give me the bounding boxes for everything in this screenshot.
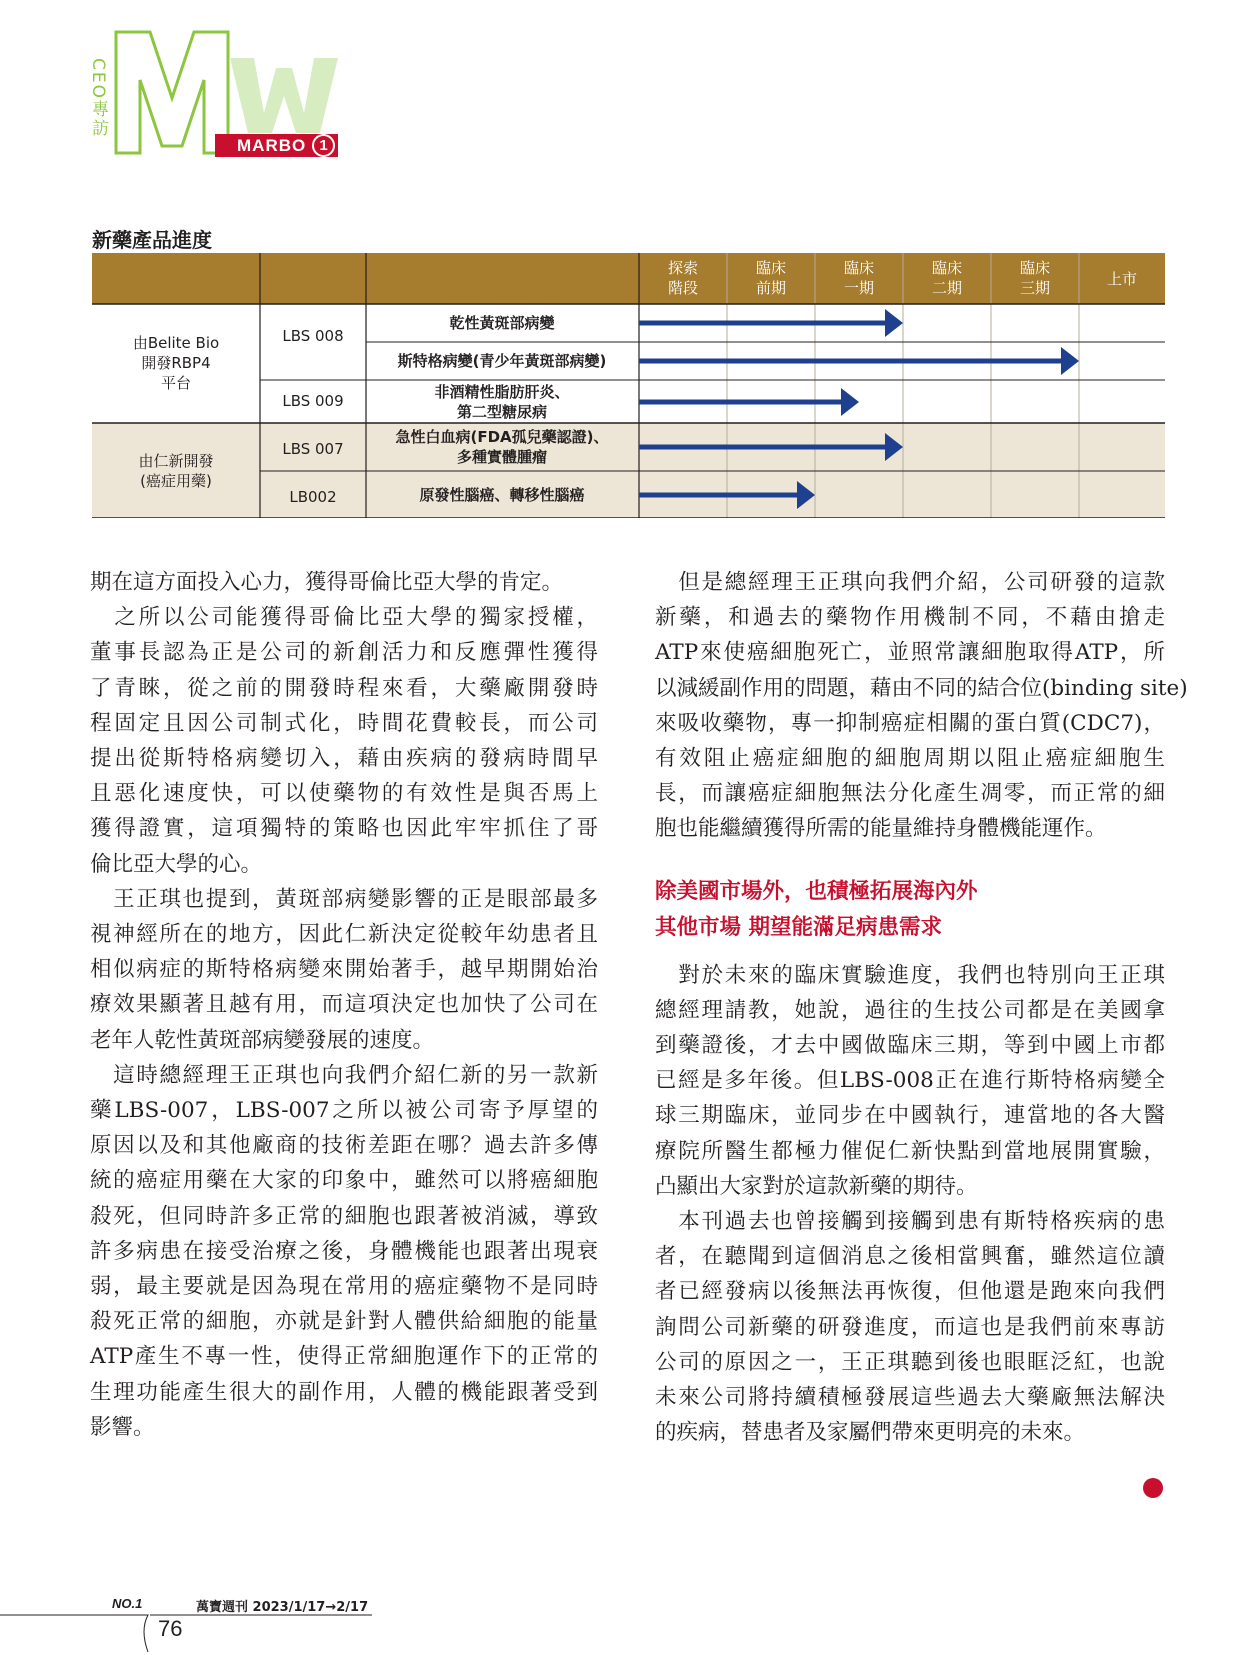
text-line: 許多病患在接受治療之後，身體機能也跟著出現衰	[90, 1238, 598, 1264]
footer-rule	[0, 1580, 380, 1655]
text-line: 長，而讓癌症細胞無法分化產生凋零，而正常的細	[655, 781, 1165, 807]
text-line: 療院所醫生都極力催促仁新快點到當地展開實驗，	[655, 1138, 1165, 1164]
indication: 急性白血病(FDA孤兒藥認證)、多種實體腫瘤	[395, 428, 609, 466]
text-line: 球三期臨床，並同步在中國執行，連當地的各大醫	[655, 1103, 1165, 1129]
article-left-column	[90, 565, 598, 1445]
stage-header: 臨床一期	[843, 259, 875, 297]
text-line: 的疾病，替患者及家屬們帶來更明亮的未來。	[655, 1420, 1086, 1446]
article-right-column	[655, 565, 1188, 1450]
text-line: 者已經發病以後無法再恢復，但他還是跑來向我們	[655, 1279, 1165, 1305]
group-name: 由Belite Bio 開發RBP4 平台	[132, 334, 220, 392]
text-line: 期在這方面投入心力，獲得哥倫比亞大學的肯定。	[90, 570, 564, 595]
drug-code: LB002	[289, 488, 337, 506]
text-line: 影響。	[90, 1414, 155, 1440]
progress-arrow-head	[885, 309, 903, 337]
stage-header: 臨床前期	[755, 259, 787, 297]
text-line: 董事長認為正是公司的新創活力和反應彈性獲得	[90, 640, 598, 666]
marbo-tag-text: MARBO	[237, 136, 307, 155]
text-line: ATP產生不專一性，使得正常細胞運作下的正常的	[90, 1344, 598, 1370]
text-line: 統的癌症用藥在大家的印象中，雖然可以將癌細胞	[90, 1168, 598, 1194]
text-line: 程固定且因公司制式化，時間花費較長，而公司	[90, 710, 598, 736]
stage-header: 臨床二期	[931, 259, 963, 297]
section-vertical-label: CEO專訪	[88, 58, 108, 138]
text-line: 且惡化速度快，可以使藥物的有效性是與否馬上	[90, 781, 598, 807]
text-line: 倫比亞大學的心。	[90, 851, 263, 877]
text-line: 來吸收藥物，專一抑制癌症相關的蛋白質(CDC7)，	[655, 710, 1165, 736]
text-line: 以減緩副作用的問題，藉由不同的結合位(binding site)	[655, 675, 1188, 701]
paragraph	[655, 958, 1165, 1204]
text-line: 有效阻止癌症細胞的細胞周期以阻止癌症細胞生	[655, 746, 1165, 772]
table-header-bg	[92, 253, 1165, 304]
footer-magazine: 萬寶週刊 2023/1/17→2/17	[196, 1600, 369, 1615]
drug-code: LBS 009	[282, 392, 344, 410]
text-line: 本刊過去也曾接觸到接觸到患有斯特格疾病的患	[655, 1209, 1165, 1235]
indication: 原發性腦癌、轉移性腦癌	[419, 486, 585, 504]
stage-header: 上市	[1106, 270, 1138, 288]
text-line: 新藥，和過去的藥物作用機制不同，不藉由搶走	[655, 605, 1165, 631]
text-line: 殺死，但同時許多正常的細胞也跟著被消滅，導致	[90, 1203, 598, 1229]
text-line: 之所以公司能獲得哥倫比亞大學的獨家授權，	[90, 605, 598, 631]
indication: 乾性黃斑部病變	[449, 314, 555, 332]
text-line: 對於未來的臨床實驗進度，我們也特別向王正琪	[655, 962, 1165, 988]
text-line: 原因以及和其他廠商的技術差距在哪？過去許多傳	[90, 1133, 598, 1159]
text-line: 未來公司將持續積極發展這些過去大藥廠無法解決	[655, 1385, 1165, 1411]
drug-code: LBS 007	[282, 440, 344, 458]
text-line: 胞也能繼續獲得所需的能量維持身體機能運作。	[655, 816, 1107, 842]
text-line: 這時總經理王正琪也向我們介紹仁新的另一款新	[90, 1062, 598, 1088]
subheading-line: 除美國市場外，也積極拓展海內外	[655, 878, 978, 904]
table-title: 新藥產品進度	[92, 230, 212, 252]
pipeline-table	[92, 253, 1165, 518]
progress-arrow-head	[1061, 347, 1079, 375]
footer-issue: NO.1	[112, 1596, 143, 1611]
paragraph	[90, 600, 598, 882]
text-line: 已經是多年後。但LBS-008正在進行斯特格病變全	[655, 1068, 1165, 1094]
marbo-tag	[215, 134, 338, 157]
logo-letter-w	[230, 58, 338, 133]
subheading-line: 其他市場 期望能滿足病患需求	[655, 914, 942, 940]
indication: 斯特格病變(青少年黃斑部病變)	[397, 352, 607, 370]
text-line: 藥LBS-007，LBS-007之所以被公司寄予厚望的	[90, 1098, 598, 1124]
text-line: 相似病症的斯特格病變來開始著手，越早期開始治	[90, 957, 598, 983]
paragraph	[655, 565, 1188, 847]
text-line: 弱，最主要就是因為現在常用的癌症藥物不是同時	[90, 1274, 598, 1300]
progress-arrow-head	[841, 388, 859, 416]
paragraph	[90, 565, 598, 600]
group-name: 由仁新開發(癌症用藥)	[138, 452, 214, 490]
text-line: 但是總經理王正琪向我們介紹，公司研發的這款	[655, 570, 1165, 595]
text-line: 總經理請教，她說，過往的生技公司都是在美國拿	[655, 997, 1165, 1023]
text-line: 了青睞，從之前的開發時程來看，大藥廠開發時	[90, 675, 598, 701]
page-number: 76	[158, 1616, 183, 1641]
text-line: 王正琪也提到，黃斑部病變影響的正是眼部最多	[90, 886, 598, 912]
text-line: 老年人乾性黃斑部病變發展的速度。	[90, 1027, 435, 1053]
text-line: 視神經所在的地方，因此仁新決定從較年幼患者且	[90, 922, 598, 948]
paragraph	[90, 1058, 598, 1445]
subheading	[655, 874, 1165, 946]
text-line: 生理功能產生很大的副作用，人體的機能跟著受到	[90, 1379, 598, 1405]
text-line: 獲得證實，這項獨特的策略也因此牢牢抓住了哥	[90, 816, 598, 842]
text-line: 到藥證後，才去中國做臨床三期，等到中國上市都	[655, 1033, 1165, 1059]
end-mark-icon	[1143, 1478, 1163, 1498]
marbo-tag-number: 1	[312, 134, 335, 157]
paragraph	[655, 1204, 1165, 1450]
indication: 非酒精性脂肪肝炎、第二型糖尿病	[434, 383, 570, 421]
stage-header: 探索階段	[667, 259, 699, 297]
text-line: ATP來使癌細胞死亡，並照常讓細胞取得ATP，所	[655, 640, 1165, 666]
text-line: 療效果顯著且越有用，而這項決定也加快了公司在	[90, 992, 598, 1018]
text-line: 公司的原因之一，王正琪聽到後也眼眶泛紅，也說	[655, 1349, 1165, 1375]
paragraph	[90, 882, 598, 1058]
text-line: 殺死正常的細胞，亦就是針對人體供給細胞的能量	[90, 1309, 598, 1335]
logo-letter-m	[116, 32, 228, 153]
stage-header: 臨床三期	[1019, 259, 1051, 297]
drug-code: LBS 008	[282, 327, 344, 345]
text-line: 提出從斯特格病變切入，藉由疾病的發病時間早	[90, 746, 598, 772]
text-line: 詢問公司新藥的研發進度，而這也是我們前來專訪	[655, 1314, 1165, 1340]
text-line: 者，在聽聞到這個消息之後相當興奮，雖然這位讀	[655, 1244, 1165, 1270]
text-line: 凸顯出大家對於這款新藥的期待。	[655, 1173, 978, 1199]
